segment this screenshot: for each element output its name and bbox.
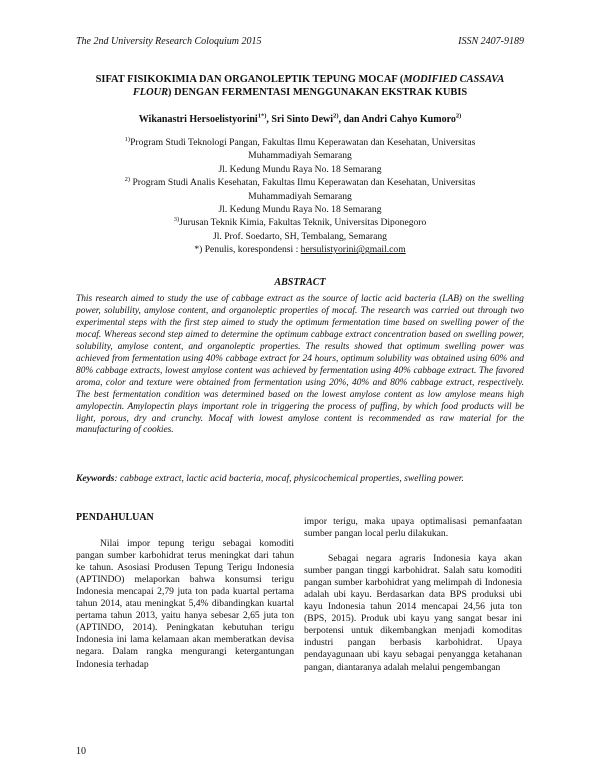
- keywords-label: Keywords: [76, 473, 115, 484]
- paragraph: Nilai impor tepung terigu sebagai komoditi pangan sumber karbohidrat terus meningkat dari tahun ke tahun. Asosiasi Produsen Tepung Terigu Indonesia (APTINDO) melaporkan bahwa konsumsi terigu Indonesia mencapai 2,79 juta ton pada kuartal pertama tahun 2014, atau meningkat 5,4% dibandingkan kuartal pertama tahun 2013, yaitu hanya sebesar 2,65 juta ton (APTINDO, 2014). Peningkatan kebutuhan terigu Indonesia ini lama kelamaan akan memberatkan devisa negara. Dalam rangka mengurangi ketergantungan Indonesia terhadap: [76, 538, 294, 670]
- author-3: , dan Andri Cahyo Kumoro: [338, 114, 456, 125]
- affiliation-line: [76, 243, 524, 256]
- paragraph: impor terigu, maka upaya optimalisasi pemanfaatan sumber pangan local perlu dilakukan.: [304, 516, 522, 540]
- paper-title: [76, 73, 524, 99]
- affiliation-line: [76, 136, 524, 149]
- author-1: Wikanastri Hersoelistyorini: [138, 114, 258, 125]
- author-3-sup: 2): [455, 112, 462, 120]
- correspondence-email-link[interactable]: hersulistyorini@gmail.com: [300, 244, 406, 256]
- affiliation-line: Jl. Prof. Soedarto, SH, Tembalang, Semarang: [213, 230, 387, 242]
- paragraph: Sebagai negara agraris Indonesia kaya akan sumber pangan tinggi karbohidrat. Salah satu komoditi pangan sumber karbohidrat yang melimpah di Indonesia adalah ubi kayu. Berdasarkan data BPS produksi ubi kayu Indonesia tahun 2014 mencapai 24,56 juta ton (BPS, 2015). Produk ubi kayu yang sangat besar ini berpotensi untuk dikembangkan menjadi komoditas industri pangan berbasis karbohidrat. Upaya pendayagunaan ubi kayu sebagai penyangga ketahanan pangan, diantaranya adalah melalui pengembangan: [304, 553, 522, 673]
- affil-3-sup: 3): [173, 216, 180, 224]
- keywords-text: : cabbage extract, lactic acid bacteria, mocaf, physicochemical properties, swelling power.: [114, 473, 464, 484]
- affil-1-sup: 1): [124, 135, 131, 143]
- affiliation-line: Muhammadiyah Semarang: [248, 150, 352, 162]
- affiliations: [76, 136, 524, 257]
- section-heading-pendahuluan: PENDAHULUAN: [76, 512, 154, 523]
- affil-2-text: Program Studi Analis Kesehatan, Fakultas Ilmu Keperawatan dan Kesehatan, Universitas: [130, 177, 476, 189]
- abstract-body: This research aimed to study the use of cabbage extract as the source of lactic acid bacteria (LAB) on the swelling power, solubility, amylose content, and organoleptic properties of mocaf. The research was carried out through two experimental steps with the first step aimed to study the optimum fermentation time based on swelling power of the mocaf. Whereas second step aimed to determine the optimum cabbage extract concentration based on swelling power, solubility, amylose content, and organoleptic properties. The results showed that optimum swelling power was achieved from fermentation using 40% cabbage extract for 24 hours, optimum solubility was obtained using 60% and 80% cabbage extracts, lowest amylose content was achieved by fermentation using 40% cabbage extract. The favored aroma, color and texture were obtained from fermentation using 20%, 40% and 80% cabbage extract, respectively. The best fermentation condition was determined based on the lowest amylose content as low amylose means high amylopectin. Amylopectin plays important role in triggering the process of puffing, by which food products will be light, porous, dry and crunchy. Mocaf with lowest amylose content is recommended as raw material for the manufacturing of cookies.: [76, 294, 524, 436]
- affiliation-line: [76, 176, 524, 189]
- page-number: 10: [76, 746, 86, 757]
- abstract-heading: ABSTRACT: [274, 277, 326, 288]
- affil-1-text: Program Studi Teknologi Pangan, Fakultas Ilmu Keperawatan dan Kesehatan, Universitas: [130, 137, 476, 148]
- affil-3-text: Jurusan Teknik Kimia, Fakultas Teknik, Universitas Diponegoro: [179, 217, 427, 229]
- affil-2-sup: 2): [124, 176, 131, 184]
- affiliation-line: [76, 216, 524, 229]
- correspondence-label: *) Penulis, korespondensi :: [194, 244, 301, 256]
- author-1-sup: 1*): [257, 112, 267, 120]
- running-header-right: ISSN 2407-9189: [458, 36, 524, 47]
- author-list: [76, 114, 524, 125]
- running-header-left: The 2nd University Research Coloquium 2015: [76, 36, 262, 47]
- author-2-sup: 2): [333, 112, 339, 120]
- affiliation-line: Jl. Kedung Mundu Raya No. 18 Semarang: [218, 204, 382, 216]
- title-italic-part: MODIFIED CASSAVA FLOUR: [132, 74, 505, 98]
- affiliation-line: Jl. Kedung Mundu Raya No. 18 Semarang: [218, 163, 382, 175]
- affiliation-line: Muhammadiyah Semarang: [248, 190, 352, 202]
- title-part-1: SIFAT FISIKOKIMIA DAN ORGANOLEPTIK TEPUNG MOCAF (: [95, 74, 404, 85]
- keywords: [76, 473, 524, 484]
- right-column: [304, 516, 522, 674]
- title-part-3: ) DENGAN FERMENTASI MENGGUNAKAN EKSTRAK KUBIS: [168, 87, 468, 98]
- author-2: , Sri Sinto Dewi: [266, 114, 334, 125]
- left-column: [76, 512, 294, 671]
